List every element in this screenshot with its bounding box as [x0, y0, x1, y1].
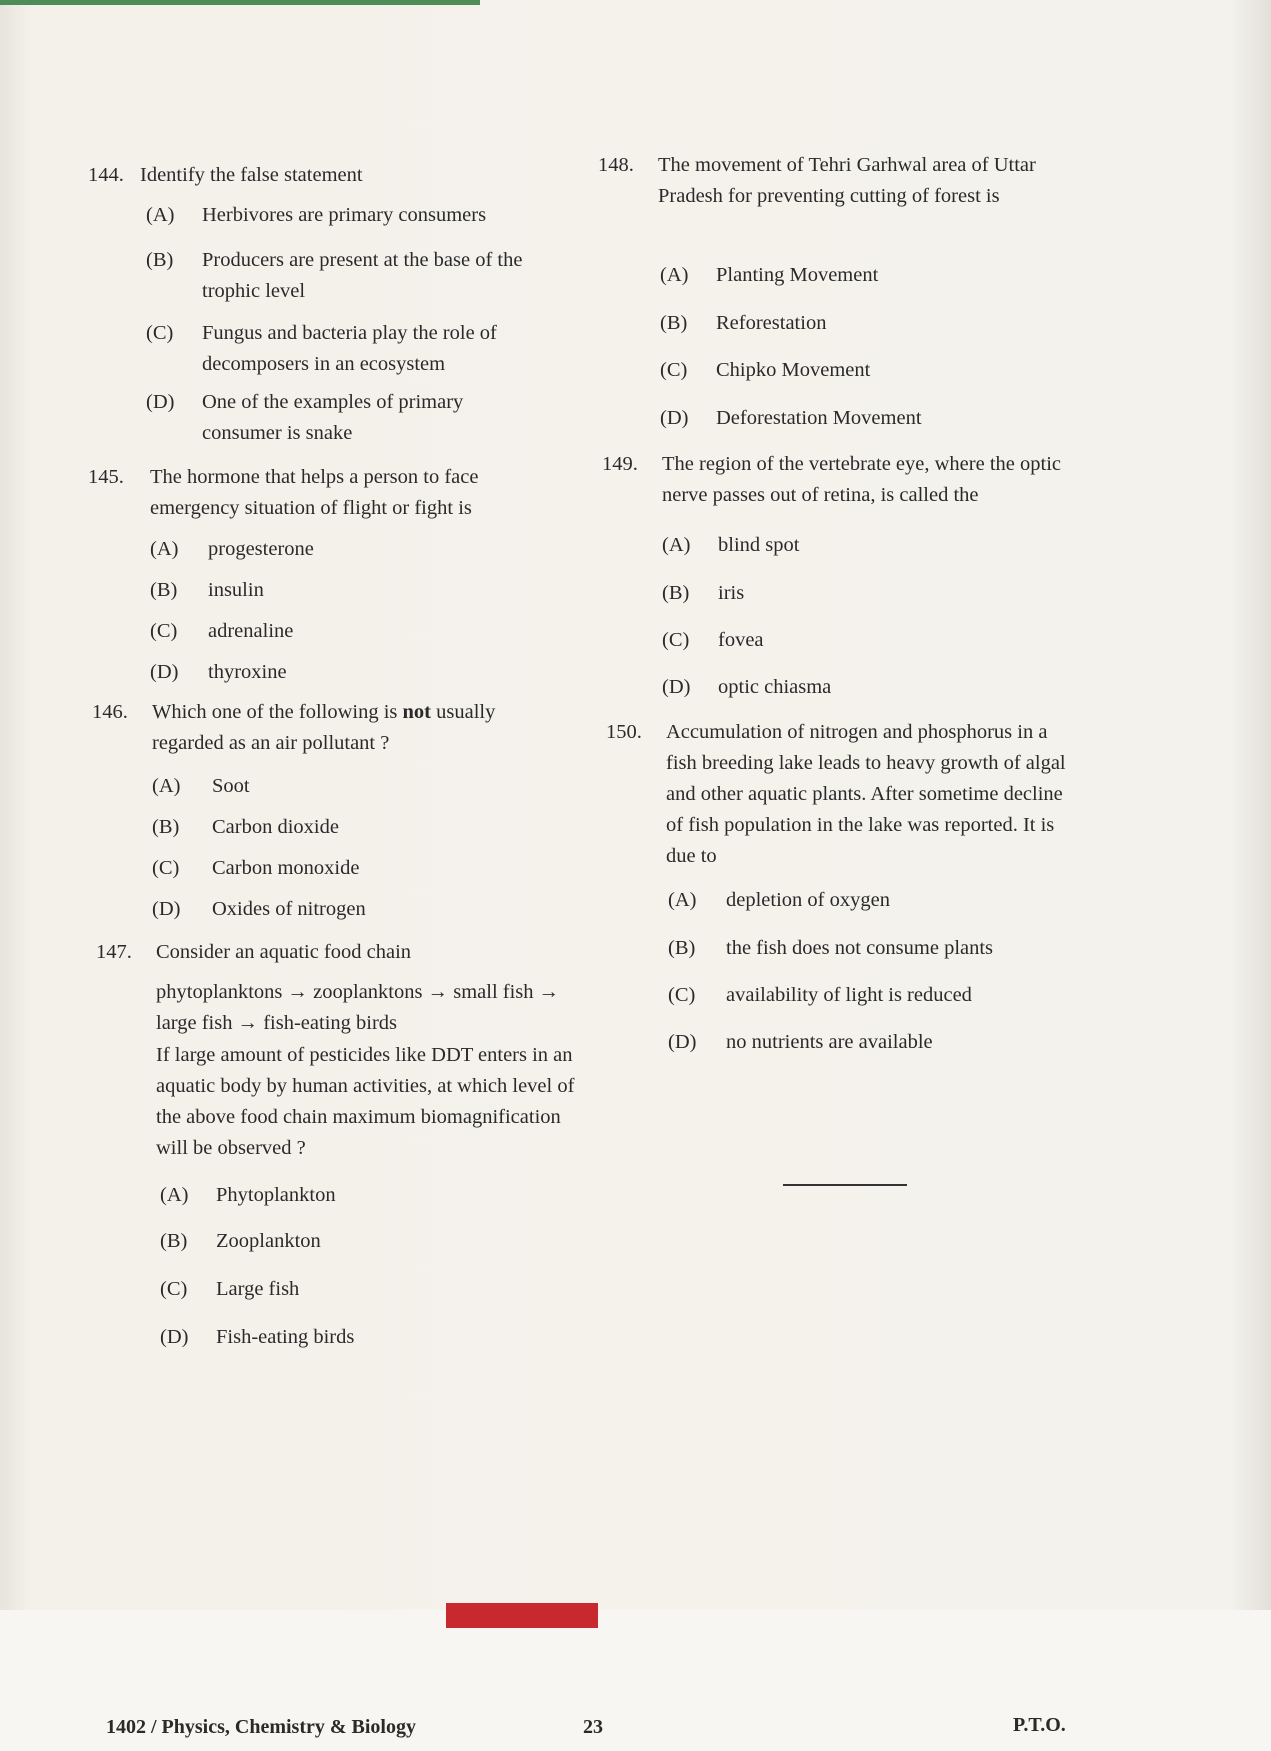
- option-text: Soot: [212, 775, 250, 797]
- option-label: (D): [146, 391, 175, 413]
- option-text: Producers are present at the base of the trophic level: [202, 249, 523, 302]
- option-text: Carbon dioxide: [212, 816, 339, 838]
- option-text: Phytoplankton: [216, 1184, 336, 1206]
- option-label: (D): [660, 407, 689, 429]
- option-label: (C): [160, 1278, 188, 1300]
- question-147: [96, 937, 576, 968]
- question-text: The movement of Tehri Garhwal area of Uttar Pradesh for preventing cutting of forest is: [658, 154, 1036, 207]
- question-number: 149.: [602, 453, 638, 475]
- option-text: thyroxine: [208, 661, 287, 683]
- option-label: (A): [160, 1184, 189, 1206]
- option-text: Fungus and bacteria play the role of decomposers in an ecosystem: [202, 322, 497, 375]
- option-text: optic chiasma: [718, 676, 832, 698]
- question-number: 146.: [92, 701, 128, 723]
- option-label: (B): [152, 816, 180, 838]
- question-144: [88, 160, 558, 191]
- option-label: (B): [150, 579, 178, 601]
- option-label: (A): [152, 775, 181, 797]
- option-text: Carbon monoxide: [212, 857, 360, 879]
- question-number: 144.: [88, 164, 124, 186]
- question-145: [88, 462, 568, 524]
- option-label: (C): [146, 322, 174, 344]
- option-text: iris: [718, 582, 745, 604]
- option-label: (D): [668, 1031, 697, 1053]
- footer-pto: P.T.O.: [1013, 1714, 1066, 1736]
- option-text: progesterone: [208, 538, 314, 560]
- option-text: Planting Movement: [716, 264, 879, 286]
- question-149: [602, 449, 1072, 511]
- option-label: (C): [152, 857, 180, 879]
- question-text: Accumulation of nitrogen and phosphorus in a fish breeding lake leads to heavy growth of algal and other aquatic plants. After sometime decline of fish population in the lake was reported. It is due to: [666, 721, 1066, 867]
- option-label: (B): [160, 1230, 188, 1252]
- top-edge-rule: [0, 0, 480, 5]
- option-text: fovea: [718, 629, 764, 651]
- red-binding-mark: [446, 1603, 598, 1628]
- option-label: (D): [152, 898, 181, 920]
- option-label: (D): [160, 1326, 189, 1348]
- option-text: Deforestation Movement: [716, 407, 922, 429]
- question-number: 147.: [96, 941, 132, 963]
- option-text: blind spot: [718, 534, 800, 556]
- option-label: (A): [668, 889, 697, 911]
- option-text: Oxides of nitrogen: [212, 898, 366, 920]
- option-text: Chipko Movement: [716, 359, 871, 381]
- option-text: depletion of oxygen: [726, 889, 890, 911]
- question-text: The hormone that helps a person to face emergency situation of flight or fight is: [150, 466, 479, 519]
- footer-page-number: 23: [583, 1716, 603, 1738]
- option-label: (A): [660, 264, 689, 286]
- question-number: 145.: [88, 466, 124, 488]
- question-text: Identify the false statement: [140, 164, 363, 186]
- option-text: Large fish: [216, 1278, 300, 1300]
- option-text: Reforestation: [716, 312, 827, 334]
- option-text: Fish-eating birds: [216, 1326, 355, 1348]
- question-text: Which one of the following is not usually regarded as an air pollutant ?: [152, 701, 496, 754]
- option-label: (B): [668, 937, 696, 959]
- option-label: (A): [150, 538, 179, 560]
- question-number: 148.: [598, 154, 634, 176]
- option-label: (C): [662, 629, 690, 651]
- option-text: insulin: [208, 579, 264, 601]
- question-150: [606, 717, 1076, 872]
- option-text: no nutrients are available: [726, 1031, 933, 1053]
- option-label: (C): [668, 984, 696, 1006]
- option-label: (B): [660, 312, 688, 334]
- option-text: availability of light is reduced: [726, 984, 972, 1006]
- option-text: adrenaline: [208, 620, 294, 642]
- footer-paper-code: 1402 / Physics, Chemistry & Biology: [106, 1716, 416, 1738]
- question-text: The region of the vertebrate eye, where the optic nerve passes out of retina, is called the: [662, 453, 1061, 506]
- option-text: the fish does not consume plants: [726, 937, 994, 959]
- option-label: (C): [150, 620, 178, 642]
- question-146: [92, 697, 572, 759]
- option-label: (B): [146, 249, 174, 271]
- option-label: (A): [146, 204, 175, 226]
- option-label: (B): [662, 582, 690, 604]
- food-chain-text: phytoplanktons → zooplanktons → small fish → large fish → fish-eating birds: [156, 981, 560, 1034]
- option-text: Herbivores are primary consumers: [202, 204, 487, 226]
- question-148: [598, 150, 1068, 212]
- option-label: (D): [150, 661, 179, 683]
- emphasis-not: not: [402, 701, 431, 723]
- question-text: Consider an aquatic food chain: [156, 941, 412, 963]
- option-label: (D): [662, 676, 691, 698]
- question-147-continuation: If large amount of pesticides like DDT enters in an aquatic body by human activities, at which level of the above food chain maximum biomagnification will be observed ?: [156, 1044, 575, 1159]
- option-text: Zooplankton: [216, 1230, 321, 1252]
- end-divider: [783, 1184, 907, 1186]
- question-number: 150.: [606, 721, 642, 743]
- option-text: One of the examples of primary consumer is snake: [202, 391, 464, 444]
- option-label: (C): [660, 359, 688, 381]
- option-label: (A): [662, 534, 691, 556]
